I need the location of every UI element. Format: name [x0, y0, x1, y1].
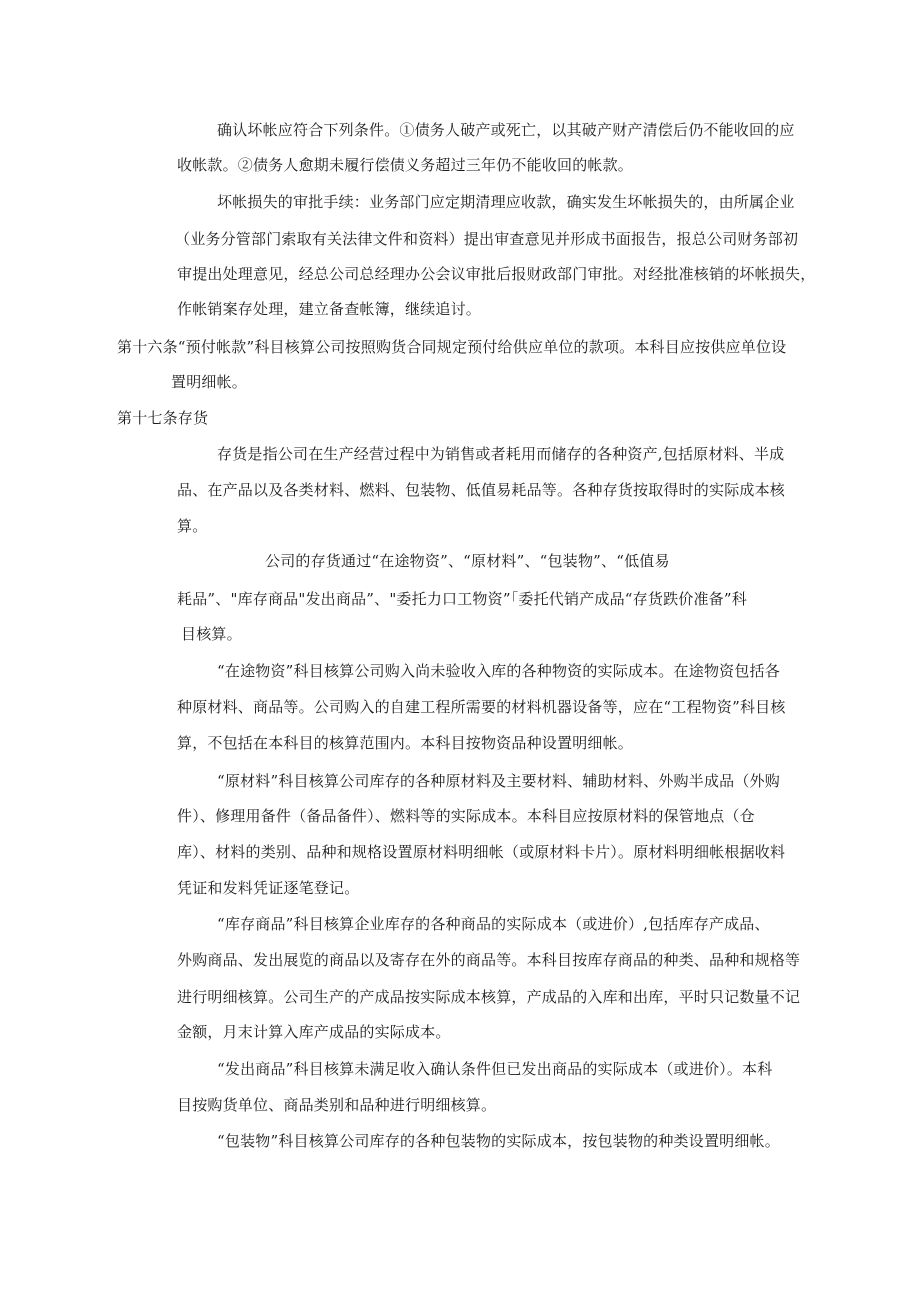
text-line: 金额，月末计算入库产成品的实际成本。: [177, 1023, 451, 1041]
text-line: 进行明细核算。公司生产的产成品按实际成本核算，产成品的入库和出库，平时只记数量不记: [177, 988, 801, 1006]
text-line: 目按购货单位、商品类别和品种进行明细核算。: [177, 1096, 497, 1114]
text-line: “发出商品”科目核算未满足收入确认条件但已发出商品的实际成本（或进价）。本科: [217, 1060, 773, 1078]
text-line: 耗品”、"库存商品"发出商品”、"委托力口工物资”「委托代销产成品“存货跌价准备”科: [177, 590, 747, 608]
text-line: 作帐销案存处理，建立备查帐簿，继续追讨。: [177, 300, 482, 318]
text-line: 外购商品、发出展览的商品以及寄存在外的商品等。本科目按库存商品的种类、品种和规格等: [177, 951, 801, 969]
section-heading: 第十七条存货: [117, 409, 209, 427]
text-line: “包装物”科目核算公司库存的各种包装物的实际成本，按包装物的种类设置明细帐。: [217, 1132, 780, 1150]
text-line: 目核算。: [181, 625, 242, 643]
text-line: “库存商品”科目核算企业库存的各种商品的实际成本（或进价）,包括库存产成品、: [217, 915, 770, 933]
text-line: “原材料”科目核算公司库存的各种原材料及主要材料、辅助材料、外购半成品（外购: [217, 772, 780, 790]
text-line: 种原材料、商品等。公司购入的自建工程所需要的材料机器设备等，应在“工程物资”科目核: [177, 698, 786, 716]
text-line: 确认坏帐应符合下列条件。①债务人破产或死亡，以其破产财产清偿后仍不能收回的应: [217, 121, 795, 139]
text-line: “在途物资”科目核算公司购入尚未验收入库的各种物资的实际成本。在途物资包括各: [217, 662, 780, 680]
text-line: 凭证和发料凭证逐笔登记。: [177, 879, 360, 897]
text-line: 库）、材料的类别、品种和规格设置原材料明细帐（或原材料卡片）。原材料明细帐根据收料: [177, 843, 786, 861]
text-line: 第十六条“预付帐款”科目核算公司按照购货合同规定预付给供应单位的款项。本科目应按供应单位设: [117, 338, 787, 356]
text-line: 件）、修理用备件（备品备件）、燃料等的实际成本。本科目应按原材料的保管地点（仓: [177, 807, 755, 825]
text-line: 坏帐损失的审批手续：业务部门应定期清理应收款，确实发生坏帐损失的，由所属企业: [217, 193, 795, 211]
text-line: 品、在产品以及各类材料、燃料、包装物、低值易耗品等。各种存货按取得时的实际成本核: [177, 481, 786, 499]
text-line: 审提出处理意见，经总公司总经理办公会议审批后报财政部门审批。对经批准核销的坏帐损失，: [177, 265, 816, 283]
text-line: 存货是指公司在生产经营过程中为销售或者耗用而储存的各种资产,包括原材料、半成: [217, 445, 785, 463]
text-line: 算，不包括在本科目的核算范围内。本科目按物资品种设置明细帐。: [177, 734, 634, 752]
text-line: 算。: [177, 517, 208, 535]
text-line: （业务分管部门索取有关法律文件和资料）提出审查意见并形成书面报告，报总公司财务部初: [175, 230, 799, 248]
text-line: 收帐款。②债务人愈期未履行偿债义务超过三年仍不能收回的帐款。: [177, 156, 634, 174]
text-line: 公司的存货通过“在途物资”、“原材料”、“包装物”、“低值易: [265, 552, 670, 570]
text-line: 置明细帐。: [171, 373, 248, 391]
